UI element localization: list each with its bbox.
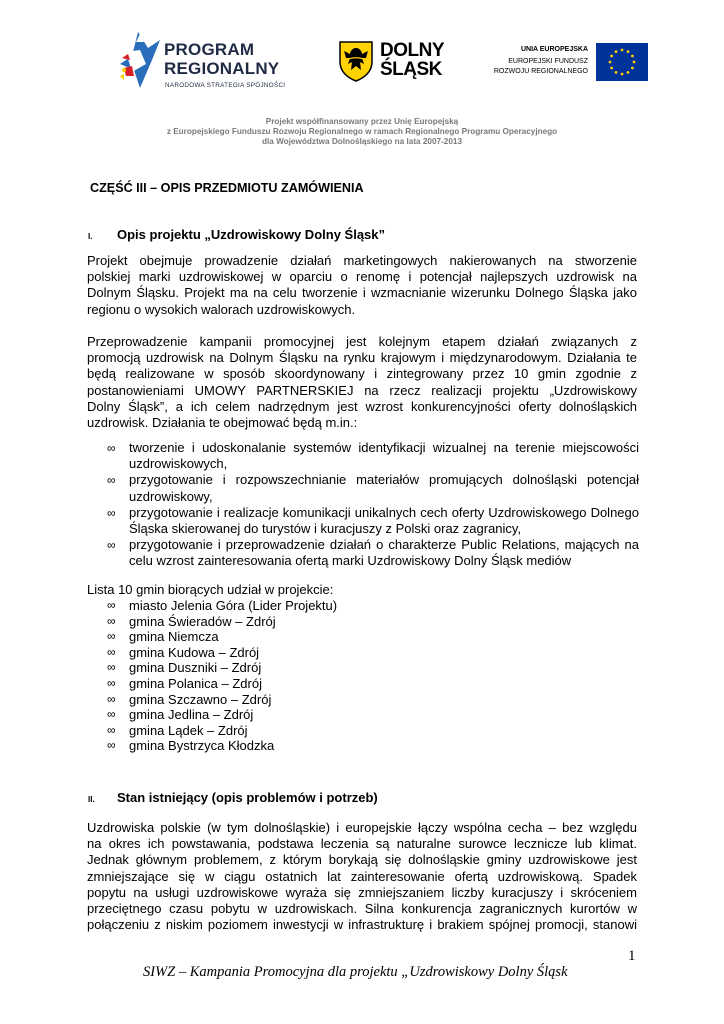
eagle-shield-icon: [338, 40, 374, 82]
section-2-paragraph: [87, 820, 637, 933]
infinity-bullet-icon: ∞: [107, 473, 116, 488]
list-item: ∞ gmina Duszniki – Zdrój: [107, 660, 262, 676]
list-item: ∞ gmina Świeradów – Zdrój: [107, 613, 276, 629]
paragraph-line: przeciętnego czasu pobytu w uzdrowiskach. Silna konkurencja zagranicznych kurortów w: [87, 901, 637, 917]
section-1-paragraph-2: [87, 334, 637, 431]
dolny-slask-logo: [338, 40, 458, 84]
paragraph-line: Jednak głównym problemem, z którym borykają się dolnośląskie gminy uzdrowiskowe jest: [87, 852, 637, 868]
infinity-bullet-icon: ∞: [107, 441, 116, 455]
eu-logo: [488, 43, 648, 83]
eu-logo-line1: UNIA EUROPEJSKA: [520, 46, 588, 53]
gminy-list: [105, 598, 337, 754]
paragraph-line: Dolnym Śląsku. Projekt ma na celu tworzenie i wzmacnianie wizerunku Dolnego Śląska jako: [87, 285, 637, 301]
list-item: ∞ gmina Lądek – Zdrój: [107, 722, 248, 738]
infinity-bullet-icon: ∞: [107, 722, 116, 737]
program-logo-subtitle: NARODOWA STRATEGIA SPÓJNOŚCI: [165, 82, 286, 89]
infinity-bullet-icon: ∞: [107, 675, 116, 690]
part-title: CZĘŚĆ III – OPIS PRZEDMIOTU ZAMÓWIENIA: [90, 181, 364, 195]
paragraph-line: promocją uzdrowisk na Dolnym Śląsku na rynku krajowym i międzynarodowym. Działania te: [87, 350, 637, 366]
paragraph-line: popytu na usługi uzdrowiskowe wyraża się zmniejszaniem liczby kuracjuszy i skróceniem: [87, 884, 637, 900]
list-item: ∞ gmina Niemcza: [107, 629, 219, 645]
paragraph-line: połączeniu z niskim poziomem inwestycji w infrastrukturę i brakiem spójnej promocji, stanowi: [87, 917, 637, 933]
section-1-paragraph-1: [87, 253, 637, 318]
eu-flag-icon: [596, 43, 648, 81]
infinity-bullet-icon: ∞: [107, 644, 116, 659]
list-item: ∞ gmina Polanica – Zdrój: [107, 675, 262, 691]
infinity-bullet-icon: ∞: [107, 629, 116, 644]
paragraph-line: zmniejszające się w ciągu ostatnich lat zainteresowanie ofertą uzdrowiskową. Spadek: [87, 868, 637, 884]
gminy-list-intro: Lista 10 gmin biorących udział w projekcie:: [87, 582, 334, 597]
funding-line-3: dla Województwa Dolnośląskiego na lata 2007-2013: [261, 137, 463, 146]
infinity-bullet-icon: ∞: [107, 598, 116, 612]
eu-logo-line2: EUROPEJSKI FUNDUSZ: [508, 58, 588, 65]
paragraph-line: będą realizowane w sposób skoordynowany i zintegrowany przez 10 gmin zgodnie z: [87, 366, 637, 382]
dolny-logo-line2: ŚLĄSK: [380, 59, 442, 80]
paragraph-line: postanowieniami UMOWY PARTNERSKIEJ na rzecz realizacji projektu „Uzdrowiskowy: [87, 382, 637, 398]
list-item: ∞ gmina Kudowa – Zdrój: [107, 644, 260, 660]
paragraph-line: Projekt obejmuje prowadzenie działań marketingowych nakierowanych na stworzenie: [87, 253, 637, 268]
infinity-bullet-icon: ∞: [107, 738, 116, 753]
infinity-bullet-icon: ∞: [107, 505, 116, 520]
page-number: 1: [628, 948, 636, 964]
paragraph-line: uzdrowisk. Działania te obejmować będą m.in.:: [87, 415, 358, 431]
paragraph-line: Uzdrowiska polskie (w tym dolnośląskie) i europejskie łączy wspólna cecha – bez względu: [87, 820, 637, 835]
section-2-title: Stan istniejący (opis problemów i potrzeb): [117, 790, 378, 805]
dolny-logo-line1: DOLNY: [380, 40, 444, 61]
eu-logo-line3: ROZWOJU REGIONALNEGO: [493, 68, 588, 75]
list-item: ∞ tworzenie i udoskonalanie systemów identyfikacji wizualnej na terenie miejscowości uzdrowiskowych,: [107, 440, 639, 472]
program-logo-line2: REGIONALNY: [164, 59, 280, 78]
list-item: ∞ gmina Jedlina – Zdrój: [107, 707, 254, 723]
actions-bullet-list: [105, 440, 639, 570]
funding-line-1: Projekt współfinansowany przez Unię Europejską: [265, 117, 459, 126]
infinity-bullet-icon: ∞: [107, 691, 116, 706]
paragraph-line: Przeprowadzenie kampanii promocyjnej jest kolejnym etapem działań związanych z: [87, 334, 637, 349]
list-item: ∞ przygotowanie i realizacje komunikacji unikalnych cech oferty Uzdrowiskowego Dolnego Śląska skierowanej do turystów i kuracjuszy z Polski oraz zagranicy,: [107, 504, 639, 537]
paragraph-line: na okres ich powstawania, podstawa leczenia są naturalne surowce lecznicze lub klimat.: [87, 836, 637, 852]
list-item: ∞ miasto Jelenia Góra (Lider Projektu): [107, 598, 338, 613]
funding-line-2: z Europejskiego Funduszu Rozwoju Regionalnego w ramach Regionalnego Programu Operacyjnego: [166, 127, 558, 136]
list-item: ∞ gmina Szczawno – Zdrój: [107, 691, 272, 707]
list-item: ∞ gmina Bystrzyca Kłodzka: [107, 738, 275, 754]
infinity-bullet-icon: ∞: [107, 660, 116, 675]
paragraph-line: regionu o wysokich walorach uzdrowiskowych.: [87, 301, 356, 317]
paragraph-line: polskiej marki uzdrowiskowej w oparciu o renomę i potencjał najlepszych uzdrowisk na: [87, 269, 637, 285]
list-item: ∞ przygotowanie i rozpowszechnianie materiałów promujących dolnośląski potencjał uzdrowiskowy,: [107, 472, 639, 504]
list-item: ∞ przygotowanie i przeprowadzenie działań o charakterze Public Relations, mających na celu wzrost zainteresowania ofertą marki Uzdrowiskowy Dolny Śląsk mediów: [107, 537, 639, 569]
program-logo-line1: PROGRAM: [164, 40, 255, 59]
section-2-number: II.: [88, 795, 95, 804]
section-1-title: Opis projektu „Uzdrowiskowy Dolny Śląsk”: [117, 227, 386, 242]
infinity-bullet-icon: ∞: [107, 707, 116, 722]
paragraph-line: Dolny Śląsk”, a ich celem nadrzędnym jest wzrost konkurencyjności oferty dolnośląskich: [87, 398, 637, 414]
infinity-bullet-icon: ∞: [107, 613, 116, 628]
section-1-number: I.: [88, 232, 93, 241]
infinity-bullet-icon: ∞: [107, 538, 116, 553]
program-regionalny-logo: [118, 26, 308, 96]
program-regionalny-emblem-icon: [118, 30, 162, 90]
footer-text: SIWZ – Kampania Promocyjna dla projektu „Uzdrowiskowy Dolny Śląsk: [143, 964, 568, 980]
